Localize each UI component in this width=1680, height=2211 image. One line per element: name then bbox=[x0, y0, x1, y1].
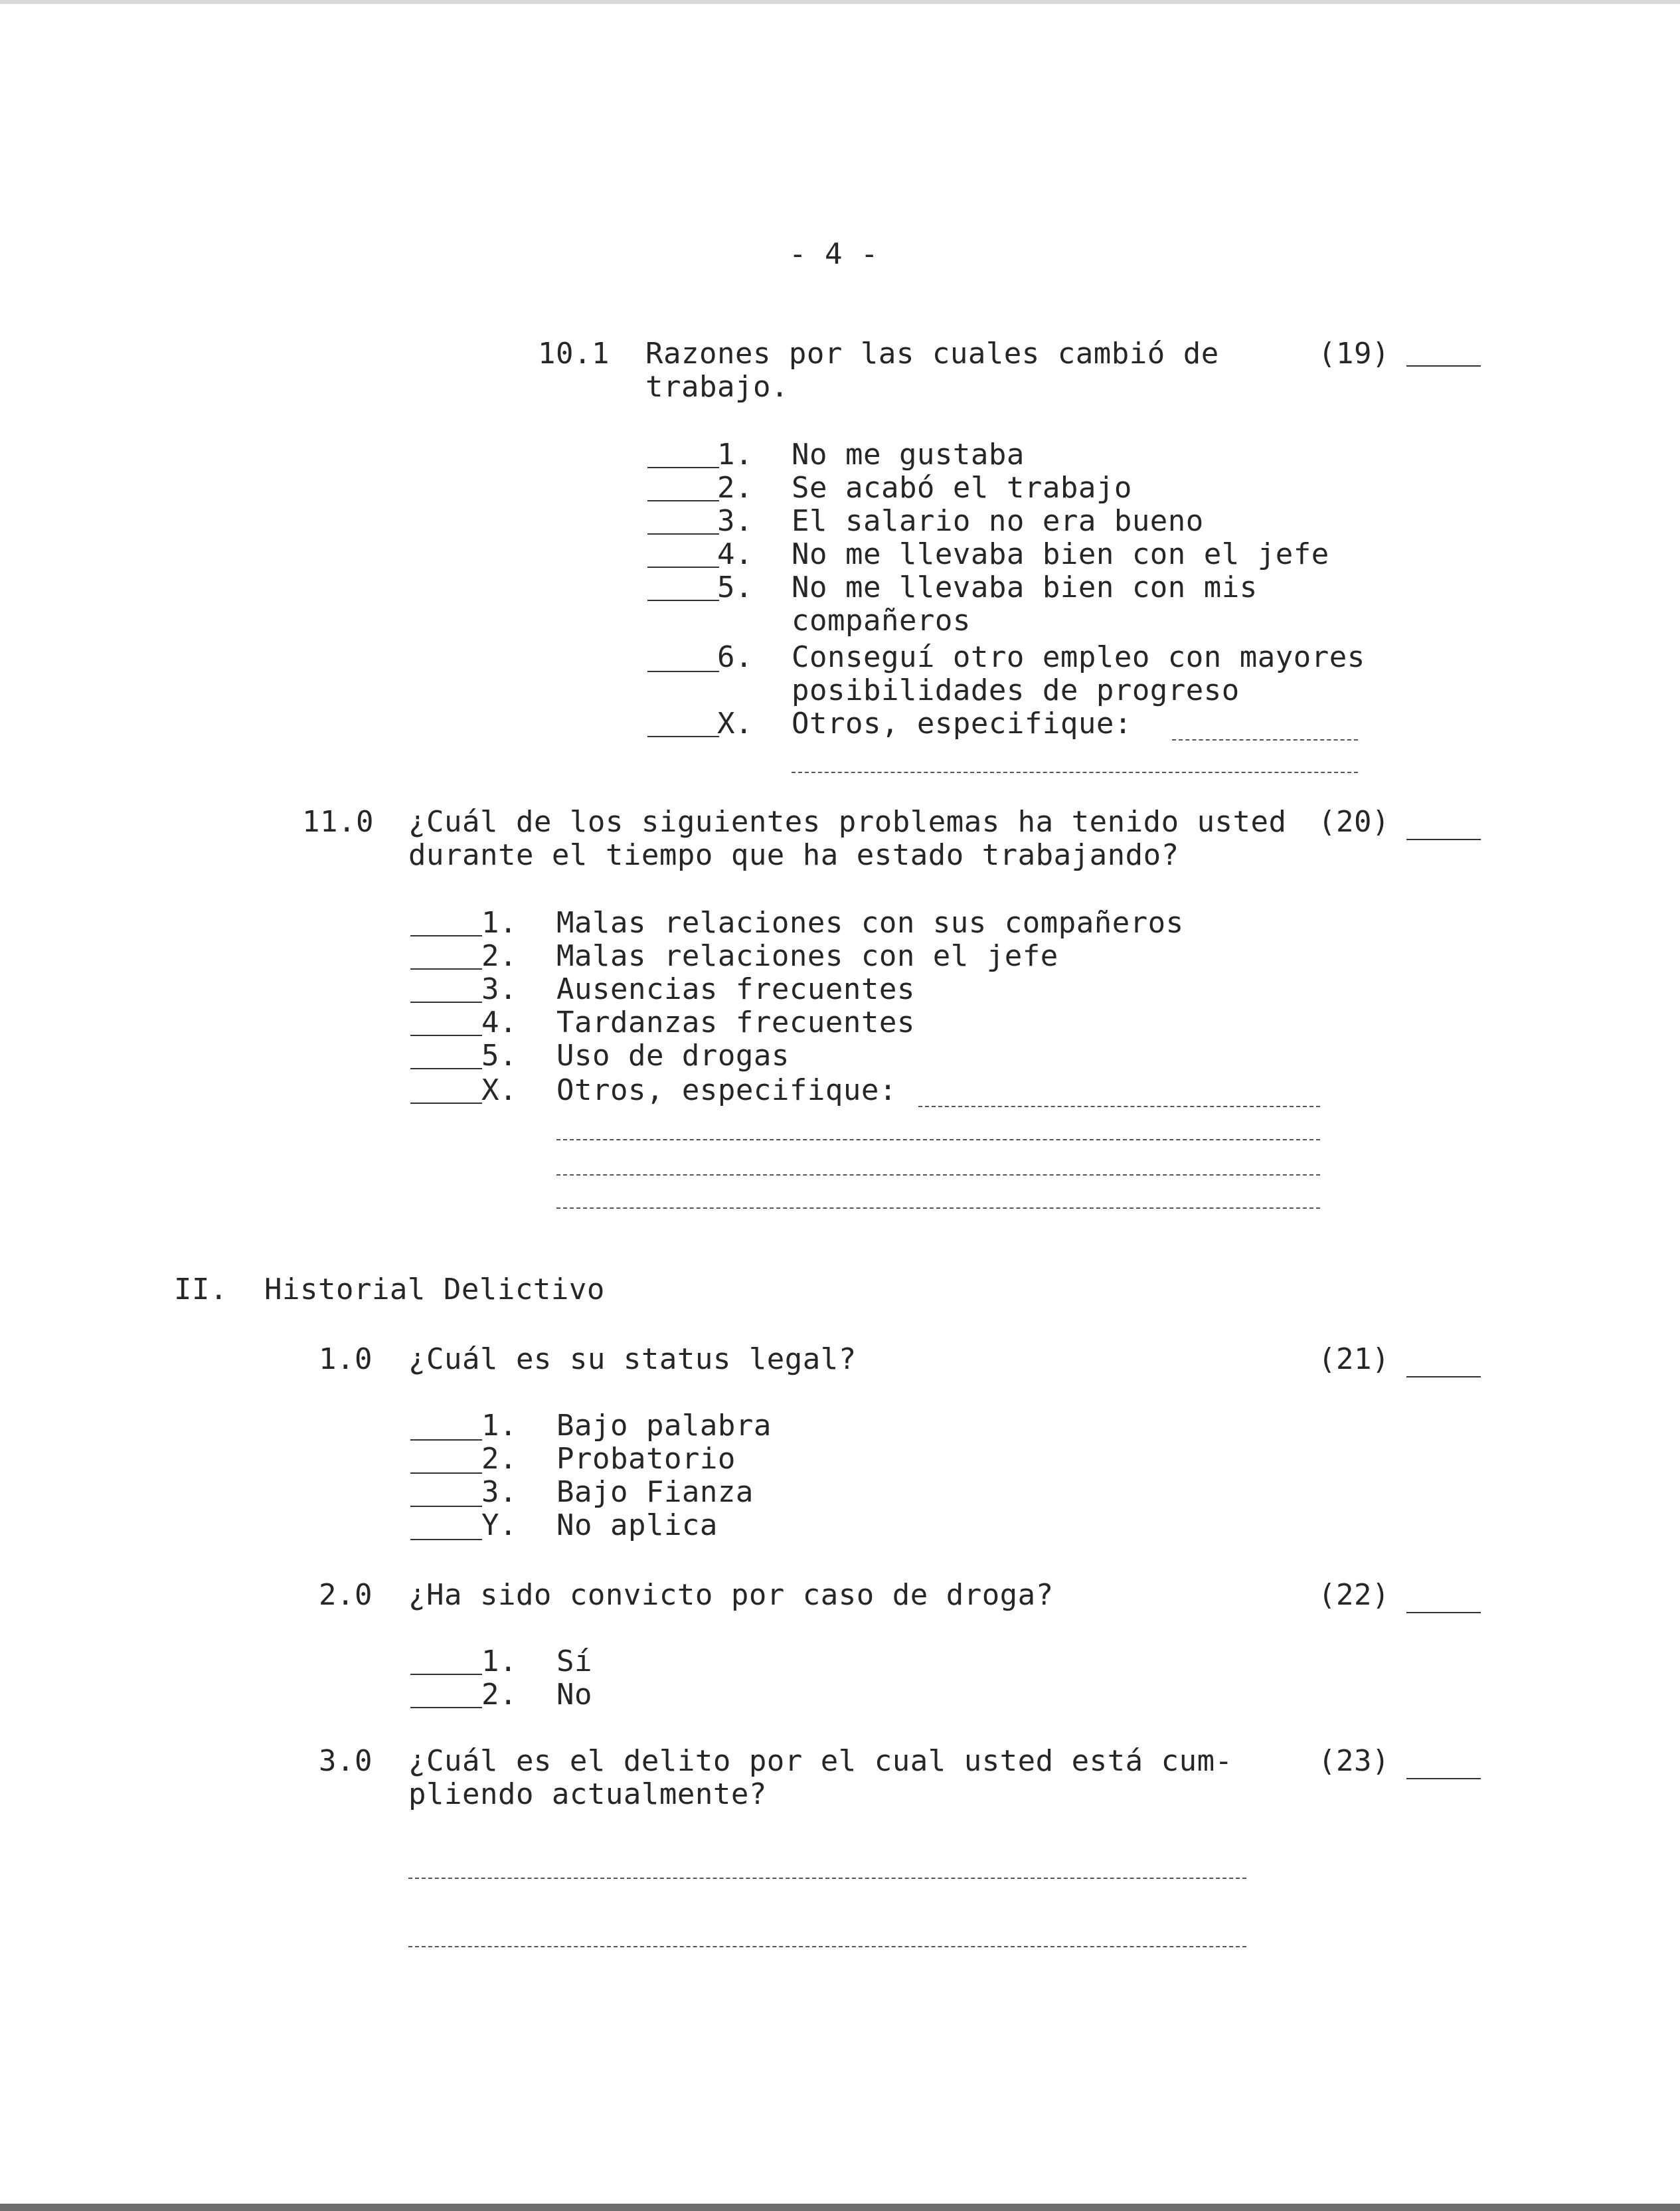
option-label: Tardanzas frecuentes bbox=[556, 1006, 915, 1039]
option-number: Y. bbox=[481, 1508, 517, 1542]
option-check-blank[interactable] bbox=[647, 567, 719, 568]
option-number: 1. bbox=[481, 906, 517, 940]
question-number: 10.1 bbox=[538, 337, 610, 371]
option-number: 1. bbox=[481, 1409, 517, 1443]
option-label: Malas relaciones con sus compañeros bbox=[556, 906, 1184, 940]
option-label: Conseguí otro empleo con mayores bbox=[792, 640, 1365, 674]
option-number: 2. bbox=[717, 471, 753, 505]
scan-edge-bottom bbox=[0, 2204, 1680, 2211]
option-label: Bajo palabra bbox=[556, 1409, 772, 1443]
coding-column-label: (21) bbox=[1318, 1342, 1390, 1376]
question-text: ¿Cuál es su status legal? bbox=[408, 1342, 857, 1376]
option-check-blank[interactable] bbox=[410, 1002, 482, 1003]
option-number: 1. bbox=[481, 1644, 517, 1678]
option-check-blank[interactable] bbox=[647, 467, 719, 468]
scan-edge-top bbox=[0, 0, 1680, 4]
option-number: 3. bbox=[481, 1475, 517, 1509]
option-check-blank[interactable] bbox=[410, 1472, 482, 1474]
section-number: II. bbox=[174, 1273, 228, 1306]
coding-answer-blank[interactable] bbox=[1406, 365, 1481, 367]
section-title: Historial Delictivo bbox=[264, 1273, 605, 1306]
question-text: Razones por las cuales cambió de bbox=[645, 337, 1219, 371]
specify-answer-line[interactable] bbox=[792, 772, 1358, 773]
option-number: 4. bbox=[717, 537, 753, 571]
option-label: No me llevaba bien con el jefe bbox=[792, 537, 1329, 571]
question-number: 1.0 bbox=[319, 1342, 373, 1376]
question-number: 3.0 bbox=[319, 1744, 373, 1778]
answer-line[interactable] bbox=[408, 1878, 1246, 1879]
option-check-blank[interactable] bbox=[410, 1103, 482, 1104]
option-number: 5. bbox=[717, 571, 753, 604]
option-label-continued: compañeros bbox=[792, 604, 971, 638]
option-label: Sí bbox=[556, 1644, 592, 1678]
option-label: No aplica bbox=[556, 1508, 718, 1542]
coding-column-label: (19) bbox=[1318, 337, 1390, 371]
option-number: 1. bbox=[717, 438, 753, 472]
option-check-blank[interactable] bbox=[410, 1506, 482, 1507]
specify-answer-line[interactable] bbox=[918, 1106, 1320, 1107]
coding-answer-blank[interactable] bbox=[1406, 1612, 1481, 1613]
specify-answer-line[interactable] bbox=[1172, 739, 1358, 741]
option-check-blank[interactable] bbox=[410, 1068, 482, 1069]
option-label: No me llevaba bien con mis bbox=[792, 571, 1258, 604]
option-check-blank[interactable] bbox=[410, 1707, 482, 1708]
specify-answer-line[interactable] bbox=[556, 1207, 1320, 1209]
question-text: ¿Ha sido convicto por caso de droga? bbox=[408, 1578, 1054, 1612]
option-label: Otros, especifique: bbox=[556, 1073, 897, 1107]
option-label: Otros, especifique: bbox=[792, 707, 1132, 741]
option-check-blank[interactable] bbox=[647, 671, 719, 672]
question-text: ¿Cuál es el delito por el cual usted está cum- bbox=[408, 1744, 1233, 1778]
option-label: Uso de drogas bbox=[556, 1039, 790, 1073]
coding-answer-blank[interactable] bbox=[1406, 839, 1481, 840]
option-number: 3. bbox=[717, 504, 753, 538]
page-number: - 4 - bbox=[789, 237, 879, 271]
option-number: X. bbox=[717, 707, 753, 741]
option-label: No bbox=[556, 1678, 592, 1712]
question-number: 2.0 bbox=[319, 1578, 373, 1612]
option-check-blank[interactable] bbox=[410, 1539, 482, 1540]
coding-answer-blank[interactable] bbox=[1406, 1778, 1481, 1779]
option-number: 2. bbox=[481, 1442, 517, 1476]
question-number: 11.0 bbox=[302, 805, 374, 839]
option-check-blank[interactable] bbox=[410, 968, 482, 970]
option-label: No me gustaba bbox=[792, 438, 1025, 472]
option-label: Ausencias frecuentes bbox=[556, 972, 915, 1006]
coding-answer-blank[interactable] bbox=[1406, 1376, 1481, 1377]
specify-answer-line[interactable] bbox=[556, 1139, 1320, 1140]
option-label: Bajo Fianza bbox=[556, 1475, 754, 1509]
option-check-blank[interactable] bbox=[410, 1674, 482, 1675]
question-text: trabajo. bbox=[645, 370, 789, 404]
option-number: 5. bbox=[481, 1039, 517, 1073]
option-number: 4. bbox=[481, 1006, 517, 1039]
specify-answer-line[interactable] bbox=[556, 1174, 1320, 1176]
coding-column-label: (20) bbox=[1318, 805, 1390, 839]
option-check-blank[interactable] bbox=[647, 600, 719, 601]
coding-column-label: (23) bbox=[1318, 1744, 1390, 1778]
option-check-blank[interactable] bbox=[647, 533, 719, 535]
option-number: X. bbox=[481, 1073, 517, 1107]
option-number: 6. bbox=[717, 640, 753, 674]
option-check-blank[interactable] bbox=[410, 935, 482, 936]
option-check-blank[interactable] bbox=[647, 736, 719, 737]
option-label-continued: posibilidades de progreso bbox=[792, 673, 1240, 707]
option-label: Malas relaciones con el jefe bbox=[556, 939, 1058, 973]
option-check-blank[interactable] bbox=[410, 1035, 482, 1036]
question-text: durante el tiempo que ha estado trabajando? bbox=[408, 838, 1179, 872]
coding-column-label: (22) bbox=[1318, 1578, 1390, 1612]
option-label: Se acabó el trabajo bbox=[792, 471, 1132, 505]
question-text: pliendo actualmente? bbox=[408, 1777, 767, 1811]
question-text: ¿Cuál de los siguientes problemas ha tenido usted bbox=[408, 805, 1287, 839]
answer-line[interactable] bbox=[408, 1946, 1246, 1947]
option-number: 2. bbox=[481, 1678, 517, 1712]
option-label: Probatorio bbox=[556, 1442, 736, 1476]
option-label: El salario no era bueno bbox=[792, 504, 1204, 538]
option-number: 3. bbox=[481, 972, 517, 1006]
option-check-blank[interactable] bbox=[647, 500, 719, 501]
option-check-blank[interactable] bbox=[410, 1439, 482, 1441]
option-number: 2. bbox=[481, 939, 517, 973]
